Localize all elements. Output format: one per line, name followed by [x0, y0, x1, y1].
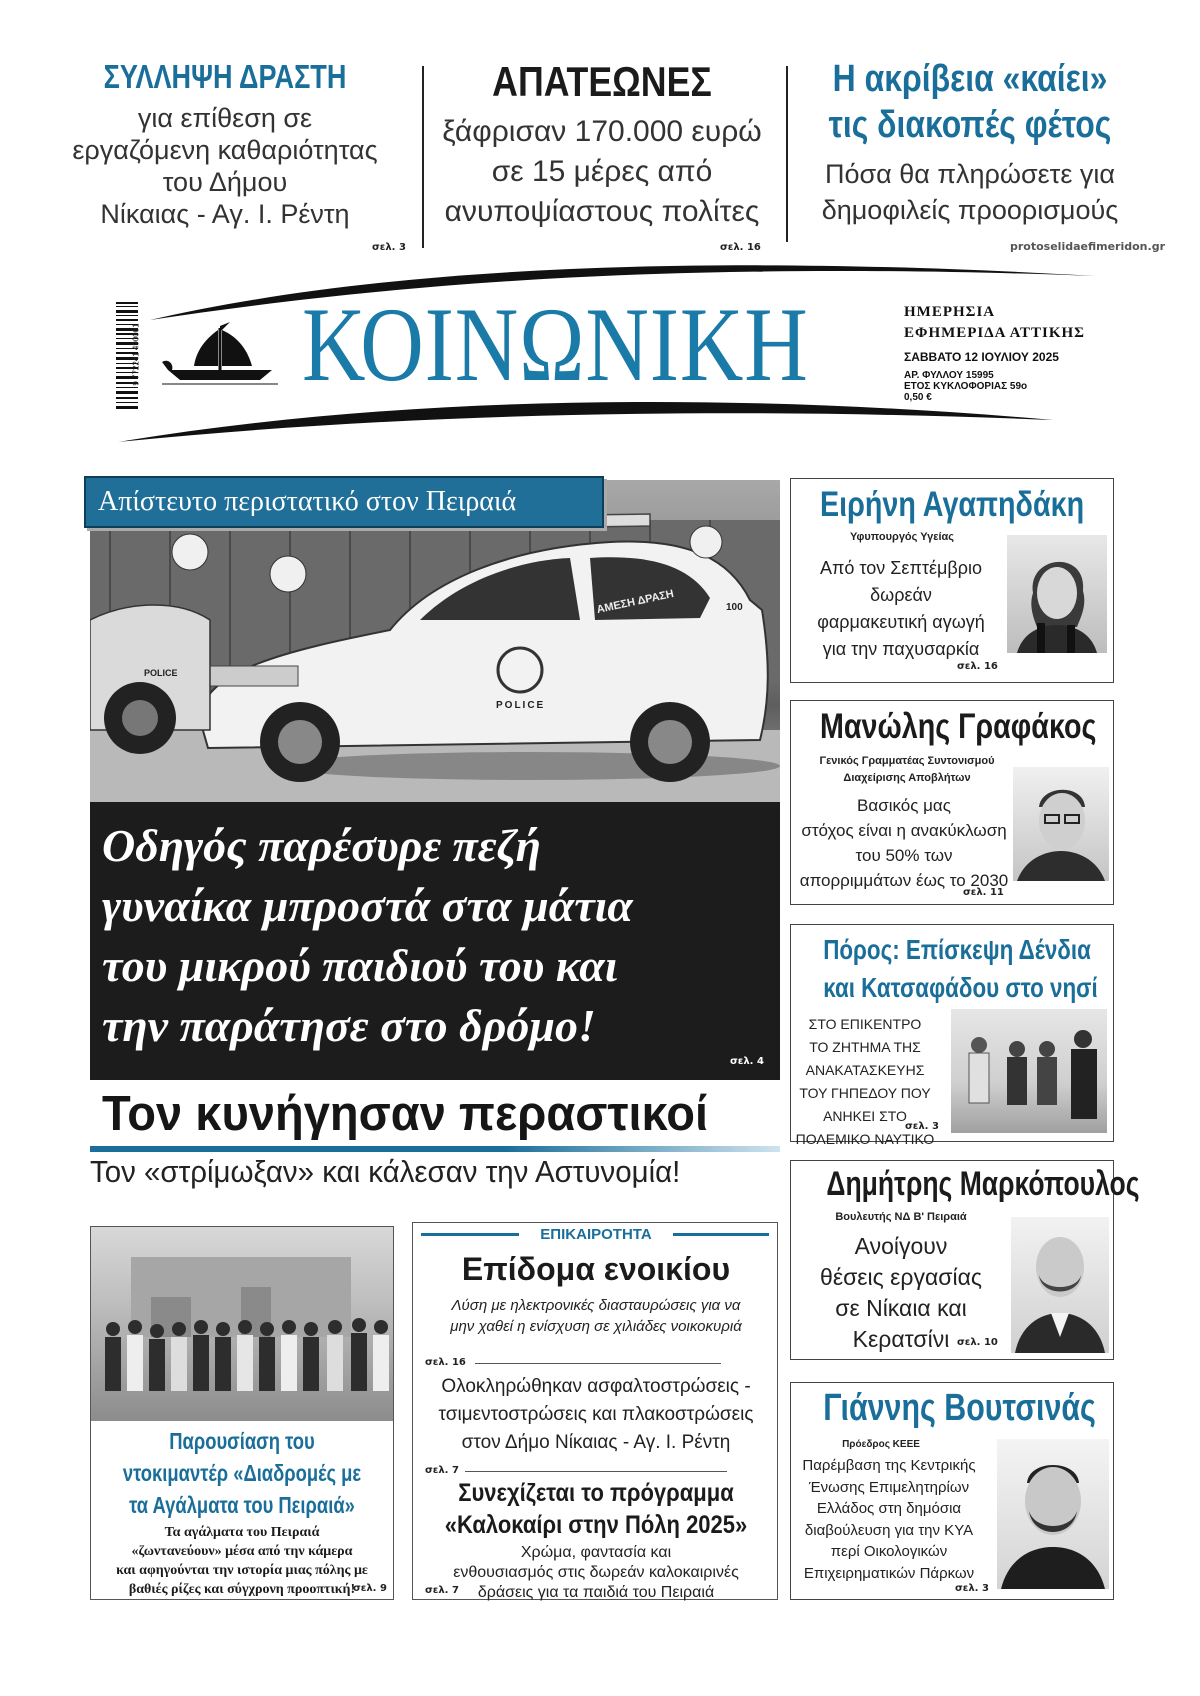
top-story-fraudsters[interactable]	[432, 56, 772, 256]
sidebar-card-grafakos[interactable]	[790, 700, 1114, 905]
current-affairs-title: Επίδομα ενοικίου	[461, 1251, 731, 1287]
sidebar-card-name: Γιάννης Βουτσινάς	[823, 1387, 1096, 1429]
sidebar-card-role: Γενικός Γραμματέας Συντονισμού Διαχείρισης Αποβλήτων	[819, 755, 995, 784]
documentary-photo	[91, 1227, 393, 1421]
police-car-illustration	[90, 480, 780, 802]
people-icon	[951, 1009, 1107, 1133]
sidebar-card-agapidaki[interactable]	[790, 478, 1114, 683]
sidebar-card-role: Πρόεδρος ΚΕΕΕ	[842, 1439, 920, 1450]
sidebar-card-name: Ειρήνη Αγαπηδάκη	[819, 485, 1085, 524]
person-icon	[1007, 535, 1107, 653]
car-door-text: ΑΜΕΣΗ ΔΡΑΣΗ	[595, 587, 675, 617]
portrait-photo	[1007, 535, 1107, 653]
top-story-arrest-page: σελ. 3	[372, 242, 406, 253]
sidebar-card-name: Μανώλης Γραφάκος	[819, 707, 1097, 746]
top-story-prices-body: Πόσα θα πληρώσετε για δημοφιλείς προορισμούς	[821, 159, 1119, 225]
person-icon	[1011, 1217, 1109, 1353]
documentary-text: Τα αγάλματα του Πειραιά «ζωντανεύουν» μέσα από την κάμερα και αφηγούνται την ιστορία μιας πόλης με βαθιές ρίζες και σύγχρονη προοπτική!	[116, 1525, 368, 1597]
sidebar-card-text: Βασικός μας στόχος είναι η ανακύκλωση του 50% των απορριμμάτων έως το 2030	[799, 796, 1009, 890]
sidebar-card-page: σελ. 3	[955, 1583, 989, 1594]
current-affairs-label: ΕΠΙΚΑΙΡΟΤΗΤΑ	[519, 1225, 673, 1245]
current-affairs-page-1: σελ. 16	[425, 1357, 466, 1368]
masthead-subtitle-2: ΕΦΗΜΕΡΙΔΑ ΑΤΤΙΚΗΣ	[904, 325, 1085, 341]
sidebar-card-poros[interactable]	[790, 924, 1114, 1147]
person-icon	[1013, 767, 1109, 881]
sidebar-card-text: Ανοίγουν θέσεις εργασίας σε Νίκαια και Κερατσίνι	[820, 1233, 982, 1352]
main-story-rule	[90, 1146, 780, 1152]
documentary-page: σελ. 9	[353, 1583, 387, 1594]
sidebar-card-text: Από τον Σεπτέμβριο δωρεάν φαρμακευτική αγωγή για την παχυσαρκία	[817, 558, 985, 659]
current-affairs-page-2: σελ. 7	[425, 1465, 459, 1476]
sidebar-card-page: σελ. 10	[957, 1337, 998, 1348]
main-story-subheadline: Τον κυνήγησαν περαστικοί	[102, 1087, 709, 1141]
poros-photo	[951, 1009, 1107, 1133]
sidebar-card-role: Βουλευτής ΝΔ Β' Πειραιά	[835, 1211, 967, 1223]
main-story-subline: Τον «στρίμωξαν» και κάλεσαν την Αστυνομία!	[90, 1154, 681, 1189]
documentary-card[interactable]	[90, 1226, 394, 1600]
sidebar-card-markopoulos[interactable]	[790, 1160, 1140, 1360]
barcode-number: 9 772241 490001	[131, 323, 141, 386]
current-affairs-divider	[475, 1363, 721, 1364]
top-story-fraudsters-headline: ΑΠΑΤΕΩΝΕΣ	[492, 58, 712, 105]
site-watermark: protoselidaefimeridon.gr	[1010, 240, 1165, 253]
masthead-swoosh-bottom	[118, 398, 1058, 446]
masthead-issue: ΑΡ. ΦΥΛΛΟΥ 15995	[904, 370, 994, 381]
masthead-price: 0,50 €	[904, 392, 932, 403]
current-affairs-story-2: Ολοκληρώθηκαν ασφαλτοστρώσεις - τσιμεντοστρώσεις και πλακοστρώσεις στον Δήμο Νίκαιας - Αγ. Ι. Ρέντη	[438, 1376, 754, 1453]
masthead-year: ΕΤΟΣ ΚΥΚΛΟΦΟΡΙΑΣ 59ο	[904, 381, 1028, 392]
main-story-photo	[90, 480, 780, 802]
divider	[422, 66, 424, 248]
main-story-headline: Οδηγός παρέσυρε πεζή γυναίκα μπροστά στα μάτια του μικρού παιδιού του και την παράτησε στο δρόμο!	[102, 820, 633, 1051]
current-affairs-intro: Λύση με ηλεκτρονικές διασταυρώσεις για να μην χαθεί η ενίσχυση σε χιλιάδες νοικοκυριά	[450, 1297, 742, 1335]
portrait-photo	[1011, 1217, 1109, 1353]
current-affairs-story-3: Χρώμα, φαντασία και ενθουσιασμός στις δωρεάν καλοκαιρινές δράσεις για τα παιδιά του Πειραιά	[453, 1544, 739, 1601]
top-story-fraudsters-body: ξάφρισαν 170.000 ευρώ σε 15 μέρες από ανυποψίαστους πολίτες	[442, 115, 762, 228]
group-photo-illustration	[91, 1227, 393, 1421]
masthead-date: ΣΑΒΒΑΤΟ 12 ΙΟΥΛΙΟΥ 2025	[904, 350, 1059, 364]
car-police-text: POLICE	[496, 700, 546, 711]
portrait-photo	[1013, 767, 1109, 881]
sidebar-card-name: Δημήτρης Μαρκόπουλος	[826, 1165, 1140, 1203]
current-affairs-card[interactable]	[412, 1222, 778, 1600]
main-story-page: σελ. 4	[730, 1056, 764, 1067]
top-story-arrest[interactable]	[60, 56, 410, 256]
top-story-fraudsters-page: σελ. 16	[720, 242, 761, 253]
top-story-prices-headline: Η ακρίβεια «καίει» τις διακοπές φέτος	[828, 58, 1112, 146]
top-story-arrest-headline: ΣΥΛΛΗΨΗ ΔΡΑΣΤΗ	[103, 58, 347, 95]
car-number-text: 100	[726, 602, 743, 613]
sidebar-card-text: Παρέμβαση της Κεντρικής Ένωσης Επιμελητηρίων Ελλάδος στη δημόσια διαβούλευση για την ΚΥΑ περί Οικολογικών Επιχειρηματικών Πάρκων	[802, 1457, 976, 1582]
main-story-banner: Απίστευτο περιστατικό στον Πειραιά	[84, 476, 604, 528]
sidebar-card-page: σελ. 11	[963, 887, 1004, 898]
main-story-headline-panel	[90, 802, 780, 1080]
main-story[interactable]	[90, 480, 780, 1189]
sidebar-card-title: Πόρος: Επίσκεψη Δένδια και Κατσαφάδου στο νησί	[823, 934, 1098, 1003]
moto-police-text: POLICE	[144, 668, 178, 678]
current-affairs-story-3-title: Συνεχίζεται το πρόγραμμα «Καλοκαίρι στην Πόλη 2025»	[444, 1479, 748, 1539]
top-story-prices[interactable]	[790, 56, 1150, 236]
person-icon	[997, 1439, 1109, 1589]
sidebar-card-voutsinas[interactable]	[790, 1382, 1114, 1600]
current-affairs-page-3: σελ. 7	[425, 1585, 459, 1596]
top-story-arrest-body: για επίθεση σε εργαζόμενη καθαριότητας του Δήμου Νίκαιας - Αγ. Ι. Ρέντη	[72, 103, 378, 229]
ship-logo-icon	[160, 318, 280, 390]
masthead-info	[904, 304, 1104, 403]
sidebar-card-page: σελ. 16	[957, 661, 998, 672]
masthead-title: ΚΟΙΝΩΝΙΚΗ	[302, 286, 809, 403]
sidebar-card-page: σελ. 3	[905, 1121, 939, 1132]
divider	[786, 66, 788, 242]
masthead-subtitle-1: ΗΜΕΡΗΣΙΑ	[904, 304, 996, 320]
current-affairs-divider	[465, 1471, 727, 1472]
portrait-photo	[997, 1439, 1109, 1589]
documentary-title: Παρουσίαση του ντοκιμαντέρ «Διαδρομές με τα Αγάλματα του Πειραιά»	[122, 1428, 362, 1518]
sidebar-card-text: ΣΤΟ ΕΠΙΚΕΝΤΡΟ ΤΟ ΖΗΤΗΜΑ ΤΗΣ ΑΝΑΚΑΤΑΣΚΕΥΗΣ ΤΟΥ ΓΗΠΕΔΟΥ ΠΟΥ ΑΝΗΚΕΙ ΣΤΟ ΠΟΛΕΜΙΚΟ ΝΑΥΤΙΚΟ	[795, 1016, 935, 1147]
sidebar-card-role: Υφυπουργός Υγείας	[849, 531, 954, 543]
